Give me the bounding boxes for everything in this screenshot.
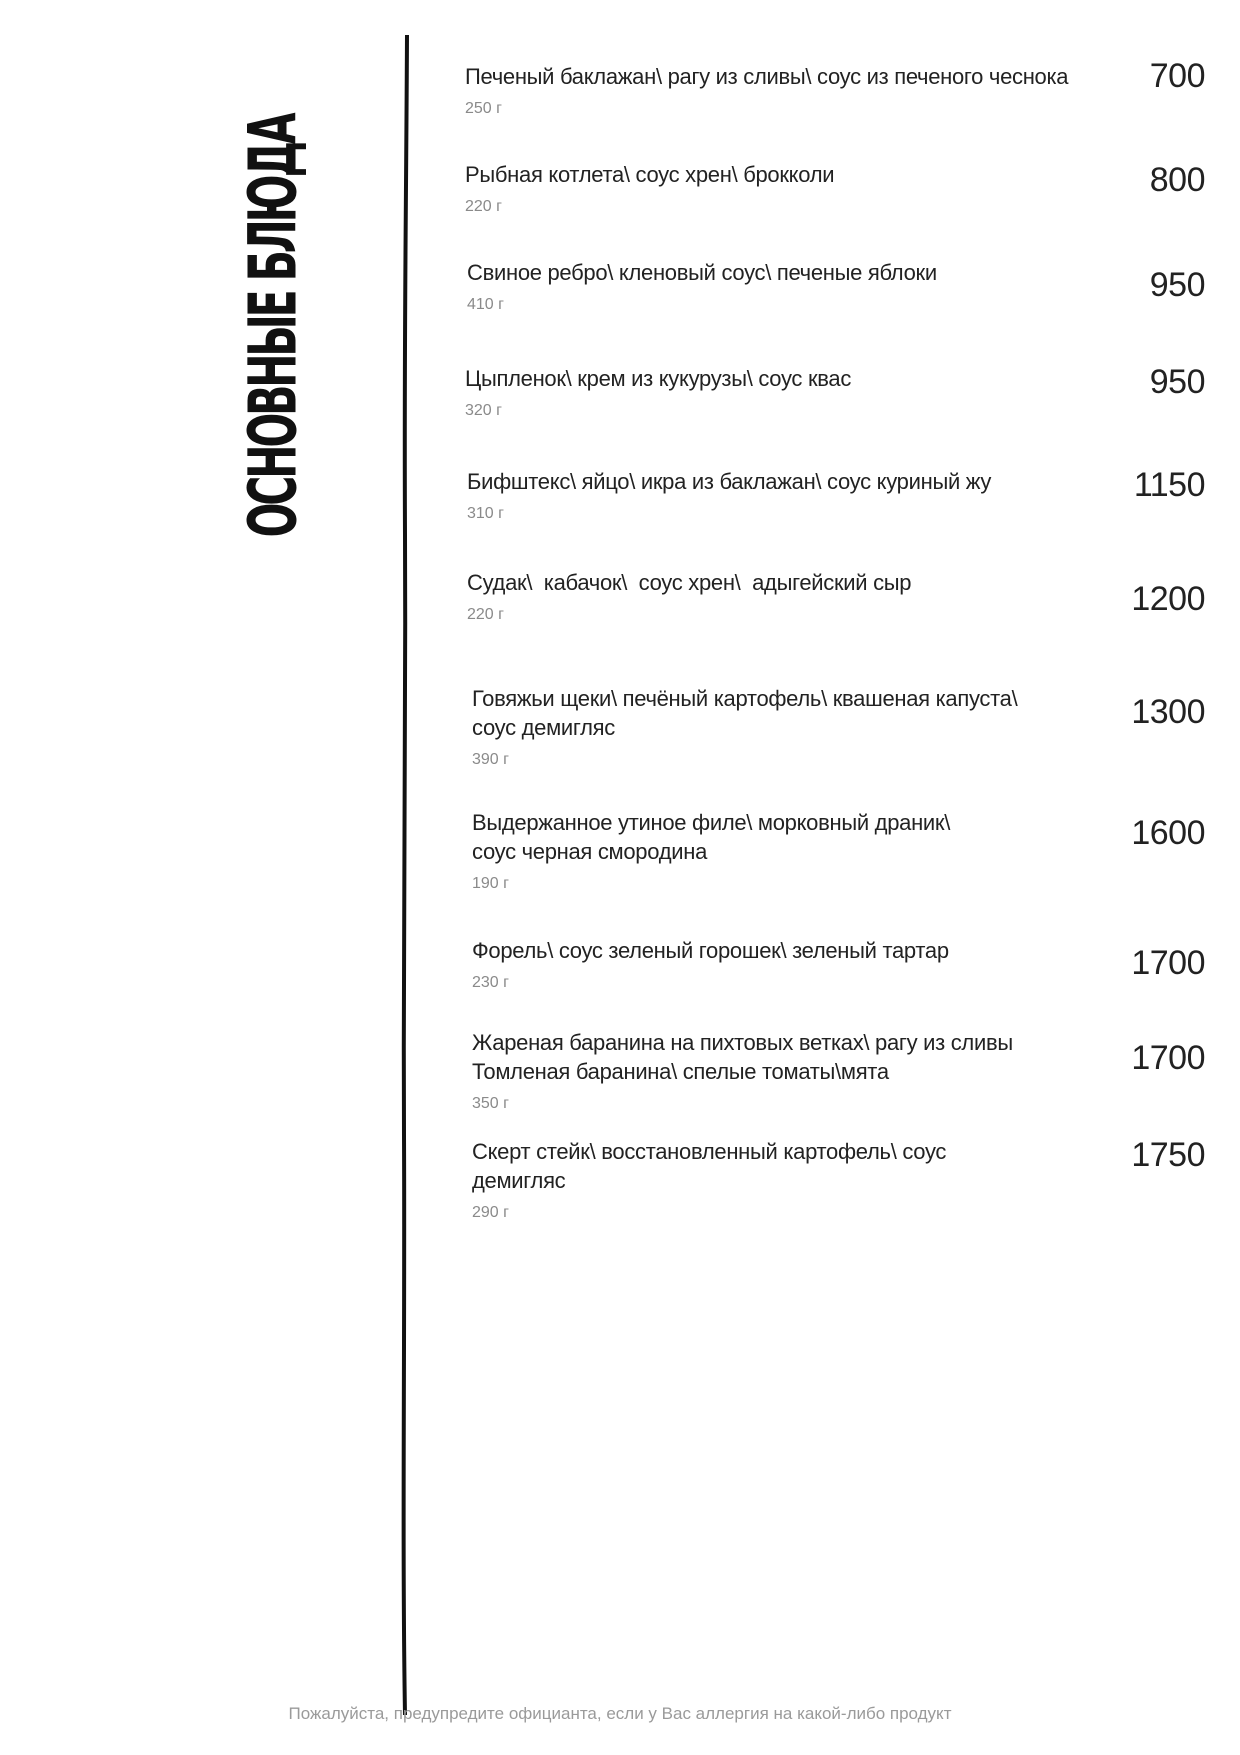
dish-price: 1600 (1131, 814, 1205, 852)
dish-price: 1700 (1131, 944, 1205, 982)
dish-name: Свиное ребро\ кленовый соус\ печеные яблоки (467, 260, 937, 285)
vertical-divider (395, 35, 415, 1715)
dish-weight: 220 г (467, 606, 504, 623)
dish-weight: 390 г (472, 751, 509, 768)
dish-name: Судак\ кабачок\ соус хрен\ адыгейский сыр (467, 570, 912, 595)
dish-price: 800 (1149, 161, 1205, 199)
dish-weight: 290 г (472, 1204, 509, 1221)
dish-price: 1300 (1131, 693, 1205, 731)
dish-name-line: Выдержанное утиное филе\ морковный драник\ (472, 810, 951, 835)
dish-price: 1150 (1133, 466, 1205, 504)
dish-weight: 310 г (467, 505, 504, 522)
dish-name-line: соус демигляс (472, 715, 615, 740)
dish-name: Рыбная котлета\ соус хрен\ брокколи (465, 162, 835, 187)
dish-price: 950 (1149, 266, 1205, 304)
dish-name-line: демигляс (472, 1168, 566, 1193)
dish-name-line: Томленая баранина\ спелые томаты\мята (472, 1059, 889, 1084)
dish-name (472, 808, 1112, 866)
dish-weight: 250 г (465, 100, 502, 117)
dish-name (472, 1028, 1112, 1086)
dish-name: Форель\ соус зеленый горошек\ зеленый тартар (472, 938, 949, 963)
dish-name-line: Жареная баранина на пихтовых ветках\ рагу из сливы (472, 1030, 1013, 1055)
dish-name-line: соус черная смородина (472, 839, 708, 864)
dish-price: 950 (1149, 363, 1205, 401)
dish-name: Цыпленок\ крем из кукурузы\ соус квас (465, 366, 852, 391)
dish-price: 1750 (1131, 1136, 1205, 1174)
dish-name-line: Говяжьи щеки\ печёный картофель\ квашеная капуста\ (472, 686, 1018, 711)
section-title: ОСНОВНЫЕ БЛЮДА (234, 115, 312, 538)
dish-name: Бифштекс\ яйцо\ икра из баклажан\ соус куриный жу (467, 469, 992, 494)
dish-weight: 350 г (472, 1095, 509, 1112)
dish-price: 1200 (1131, 580, 1205, 618)
allergy-note: Пожалуйста, предупредите официанта, если у Вас аллергия на какой-либо продукт (288, 1704, 952, 1723)
dish-name-line: Скерт стейк\ восстановленный картофель\ соус (472, 1139, 947, 1164)
dish-weight: 320 г (465, 402, 502, 419)
dish-weight: 230 г (472, 974, 509, 991)
dish-name (472, 1137, 1112, 1195)
dish-name (472, 684, 1112, 742)
dish-price: 1700 (1131, 1039, 1205, 1077)
dish-weight: 190 г (472, 875, 509, 892)
dish-weight: 410 г (467, 296, 504, 313)
dish-price: 700 (1149, 57, 1205, 95)
dish-weight: 220 г (465, 198, 502, 215)
dish-name: Печеный баклажан\ рагу из сливы\ соус из печеного чеснока (465, 64, 1069, 89)
